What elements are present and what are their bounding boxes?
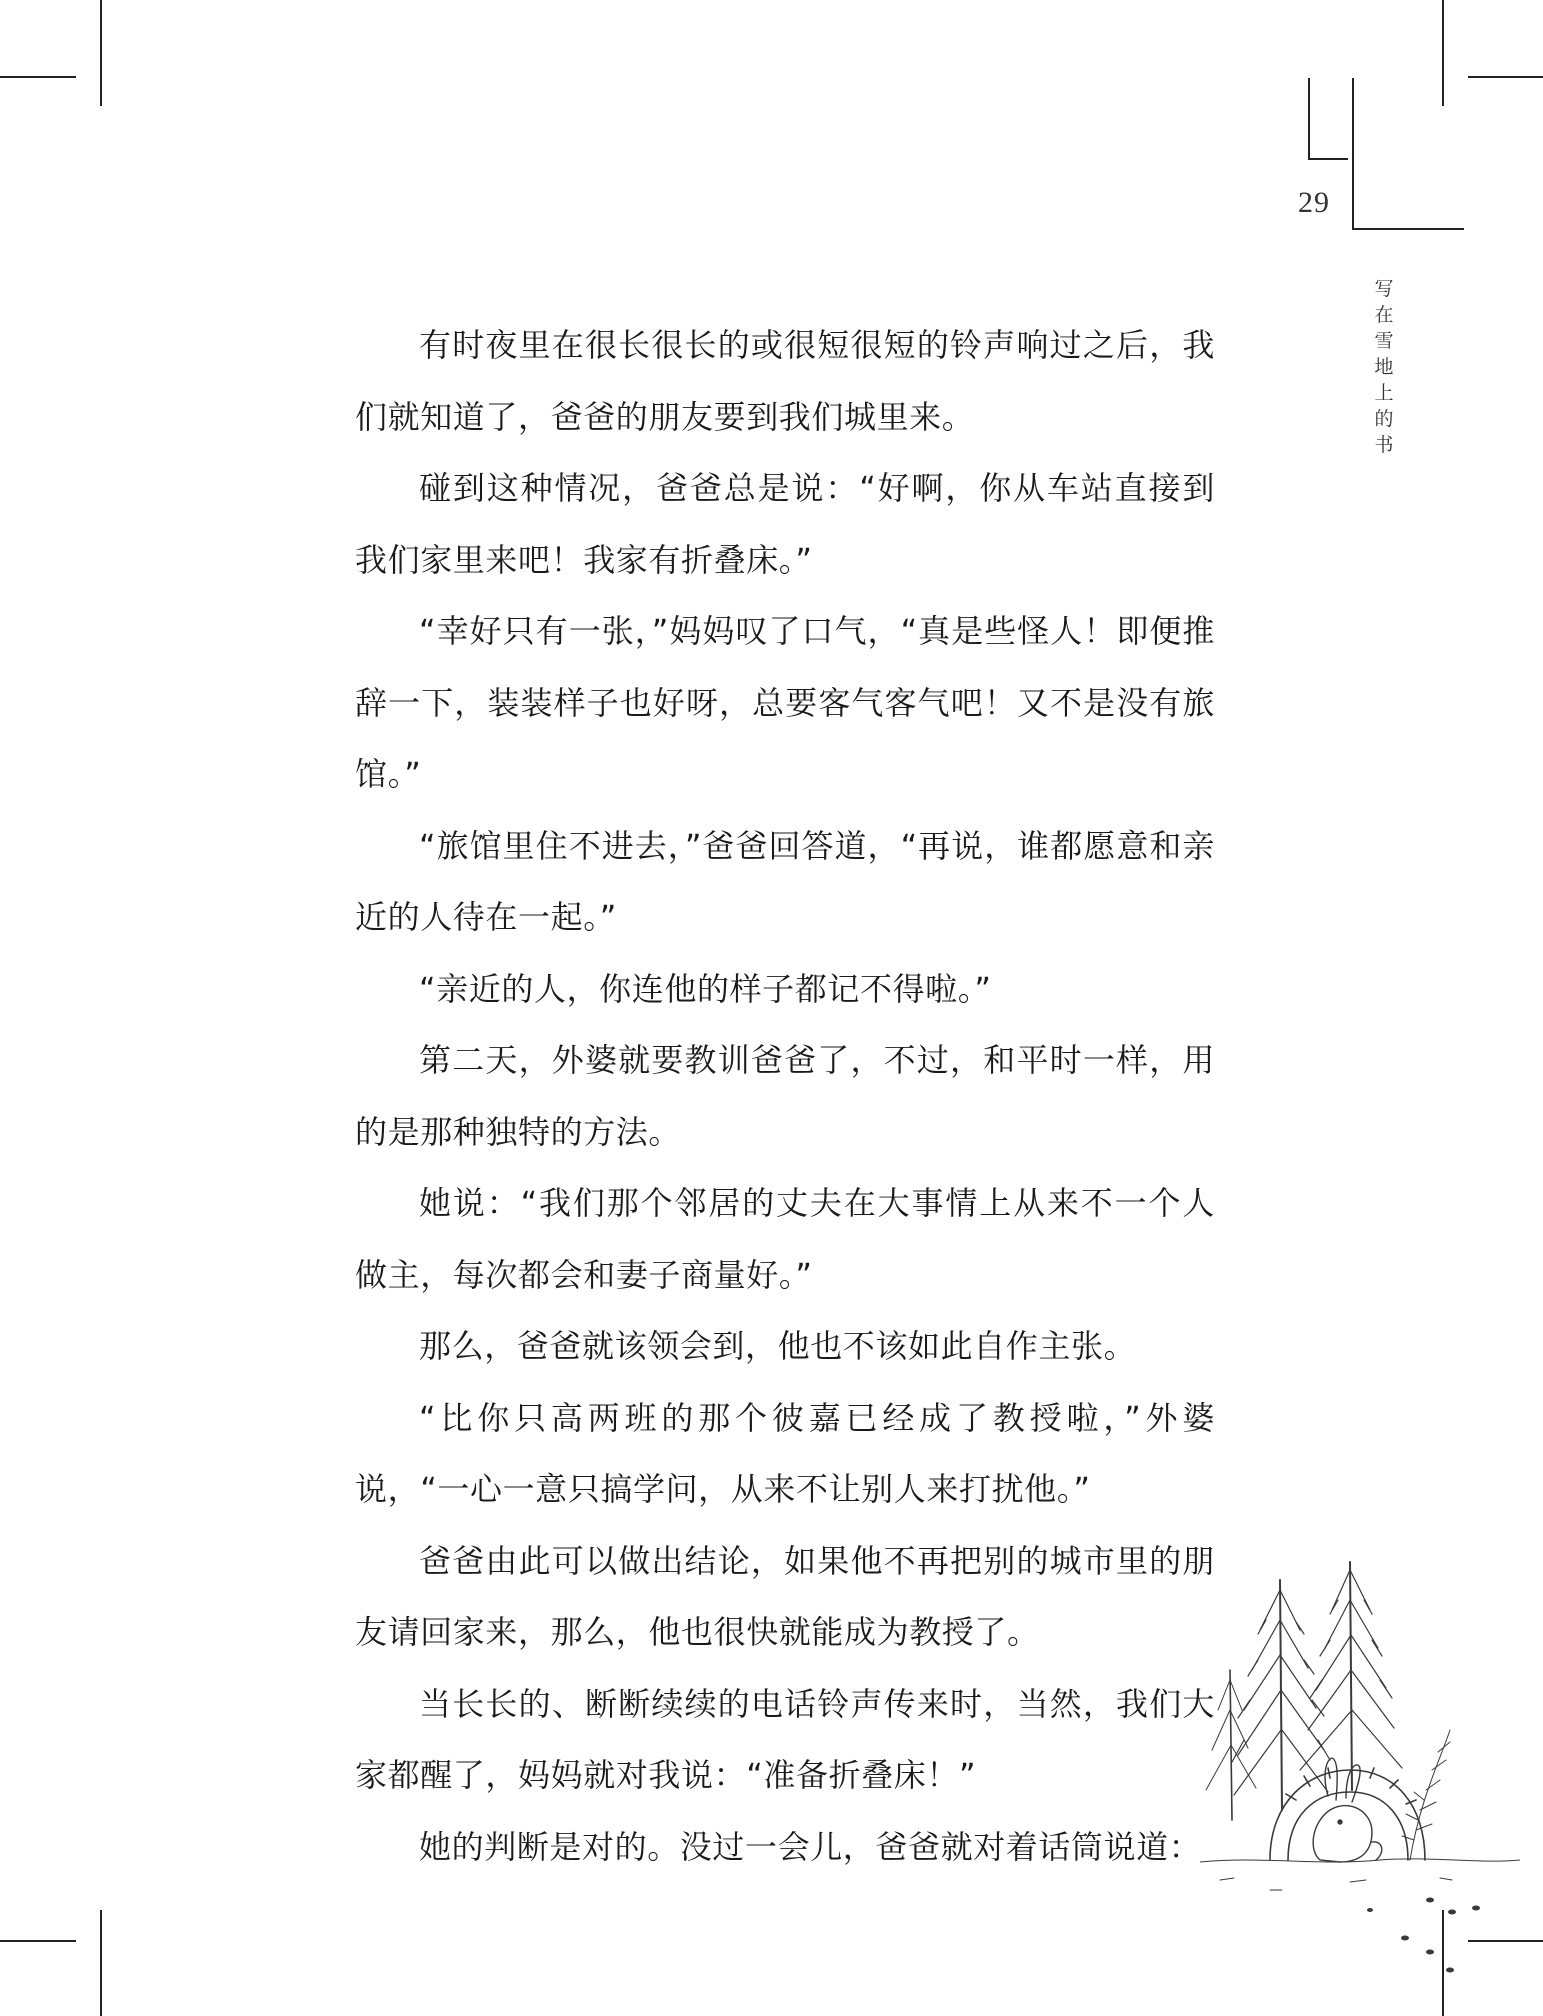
pine-tree-icon	[1300, 1562, 1402, 1790]
paragraph: “旅馆里住不进去，”爸爸回答道，“再说，谁都愿意和亲近的人待在一起。”	[355, 826, 1215, 936]
rabbit-illustration	[1200, 1560, 1520, 1980]
body-text	[355, 310, 1215, 1883]
paragraph: 那么，爸爸就该领会到，他也不该如此自作主张。	[419, 1327, 1137, 1365]
paragraph: 爸爸由此可以做出结论，如果他不再把别的城市里的朋友请回家来，那么，他也很快就能成为教授了。	[355, 1541, 1215, 1651]
header-rule	[1352, 78, 1354, 230]
fern-icon	[1402, 1730, 1450, 1860]
paragraph: “亲近的人，你连他的样子都记不得啦。”	[419, 969, 992, 1008]
paragraph: 她的判断是对的。没过一会儿，爸爸就对着话筒说道：	[419, 1827, 1202, 1866]
paragraph: 她说：“我们那个邻居的丈夫在大事情上从来不一个人做主，每次都会和妻子商量好。”	[355, 1184, 1215, 1294]
paragraph: 当长长的、断断续续的电话铃声传来时，当然，我们大家都醒了，妈妈就对我说：“准备折叠床！”	[355, 1684, 1215, 1794]
paragraph: 第二天，外婆就要教训爸爸了，不过，和平时一样，用的是那种独特的方法。	[355, 1041, 1215, 1151]
paragraph: 碰到这种情况，爸爸总是说：“好啊，你从车站直接到我们家里来吧！我家有折叠床。”	[355, 469, 1215, 579]
snow-ground	[1200, 1859, 1520, 1890]
header-rule	[1352, 228, 1464, 230]
page-number: 29	[1298, 186, 1330, 219]
header-rule	[1308, 78, 1310, 160]
pine-tree-icon	[1232, 1580, 1330, 1810]
crop-mark	[100, 1910, 102, 2016]
crop-mark	[25, 76, 27, 78]
paragraph: “比你只高两班的那个彼嘉已经成了教授啦，”外婆说，“一心一意只搞学问，从来不让别人来打扰他。”	[355, 1398, 1215, 1508]
pine-tree-icon	[1206, 1670, 1256, 1820]
crop-mark	[1442, 0, 1444, 106]
crop-mark	[0, 76, 76, 78]
paragraph: 有时夜里在很长很长的或很短很短的铃声响过之后，我们就知道了，爸爸的朋友要到我们城里来。	[355, 326, 1215, 436]
footprints	[1367, 1898, 1480, 1973]
crop-mark	[100, 0, 102, 106]
paragraph: “幸好只有一张，”妈妈叹了口气，“真是些怪人！即便推辞一下，装装样子也好呀，总要客气客气吧！又不是没有旅馆。”	[355, 612, 1215, 793]
crop-mark	[0, 1940, 76, 1942]
crop-mark	[1468, 76, 1543, 78]
header-rule	[1308, 158, 1348, 160]
running-title: 写在雪地上的书	[1374, 278, 1394, 456]
